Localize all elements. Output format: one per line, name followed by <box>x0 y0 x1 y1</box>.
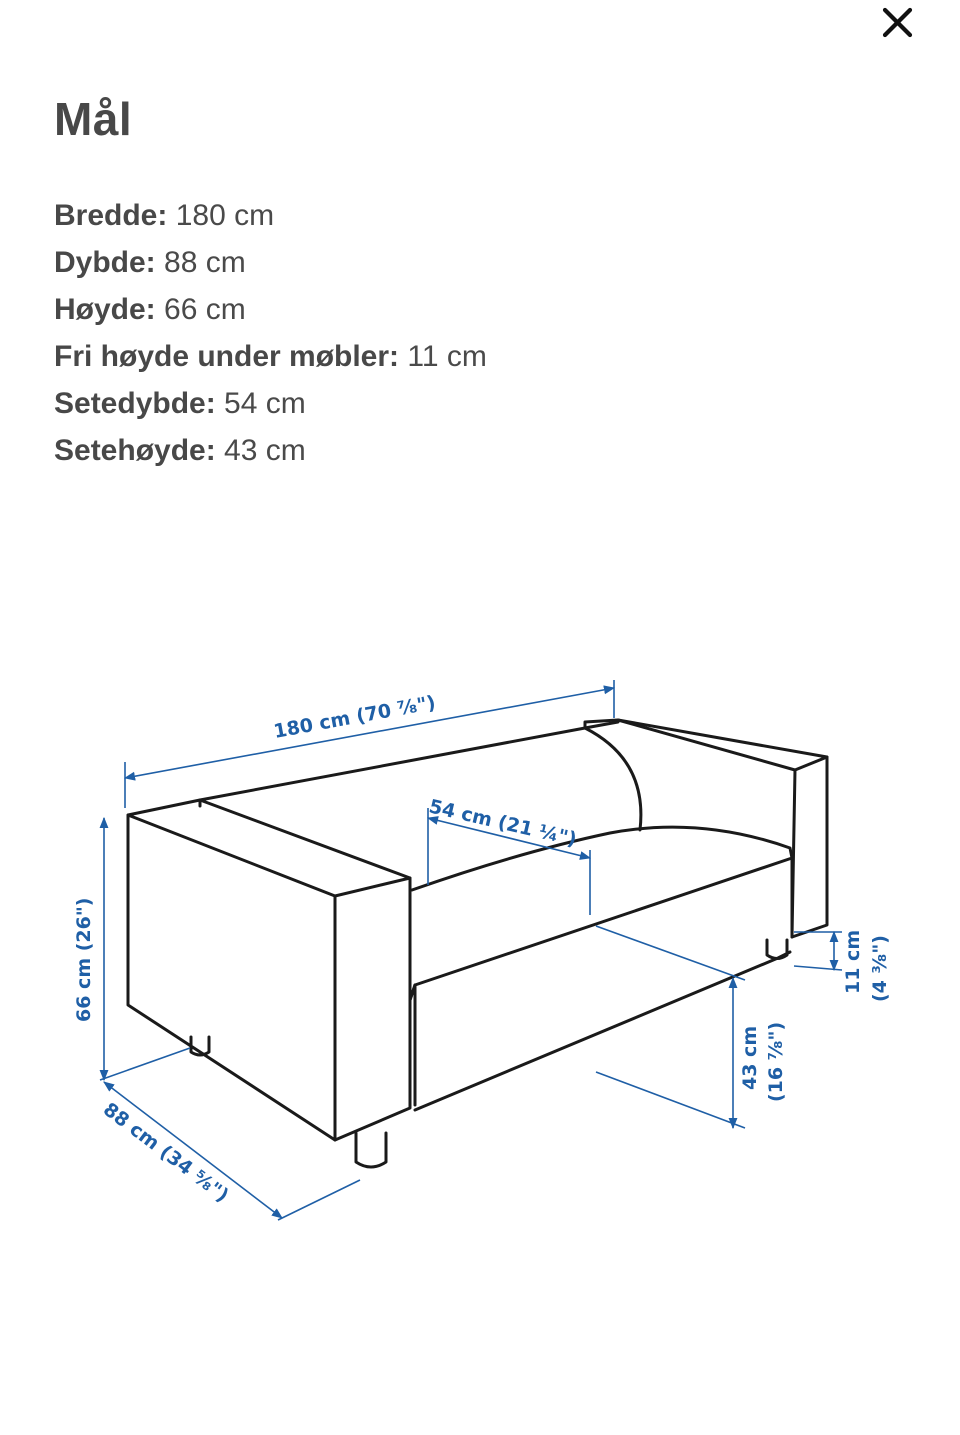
dimension-value: 43 cm <box>215 434 306 467</box>
depth-dimension-label: 88 cm (34 ⁵⁄₈") <box>98 1098 233 1207</box>
dimension-value: 66 cm <box>155 293 246 326</box>
dimension-lines <box>100 680 842 1220</box>
dimension-row-seat-height <box>54 427 487 474</box>
seat-height-dimension-label: 43 cm <box>739 1025 761 1090</box>
close-icon <box>881 5 915 39</box>
width-dimension-label: 180 cm (70 ⁷⁄₈") <box>271 691 438 743</box>
dimension-label: Dybde: <box>54 246 156 279</box>
dimension-label: Bredde: <box>54 199 168 232</box>
dimension-row-depth <box>54 239 487 286</box>
dimension-value: 11 cm <box>399 340 487 373</box>
dimension-row-width <box>54 192 487 239</box>
sofa-dimension-diagram <box>60 660 920 1260</box>
dimension-label: Høyde: <box>54 293 156 326</box>
dimension-row-height <box>54 286 487 333</box>
page-title: Mål <box>54 93 133 145</box>
seat-depth-dimension-label: 54 cm (21 ¼") <box>426 795 579 851</box>
dimension-row-clearance <box>54 333 487 380</box>
height-dimension-label: 66 cm (26") <box>73 897 95 1022</box>
dimension-label: Fri høyde under møbler: <box>54 340 400 373</box>
dimension-value: 180 cm <box>167 199 275 232</box>
dimension-value: 88 cm <box>155 246 246 279</box>
clearance-inch-label: (4 ³⁄₈") <box>869 935 891 1002</box>
dimension-label: Setedybde: <box>54 387 216 420</box>
seat-height-inch-label: (16 ⁷⁄₈") <box>765 1021 787 1102</box>
dimensions-list <box>54 192 487 474</box>
dimension-label: Setehøyde: <box>54 434 216 467</box>
dimension-row-seat-depth <box>54 380 487 427</box>
sofa-drawing <box>128 720 827 1167</box>
clearance-dimension-label: 11 cm <box>842 929 864 994</box>
close-button[interactable] <box>872 0 924 44</box>
dimension-value: 54 cm <box>215 387 306 420</box>
